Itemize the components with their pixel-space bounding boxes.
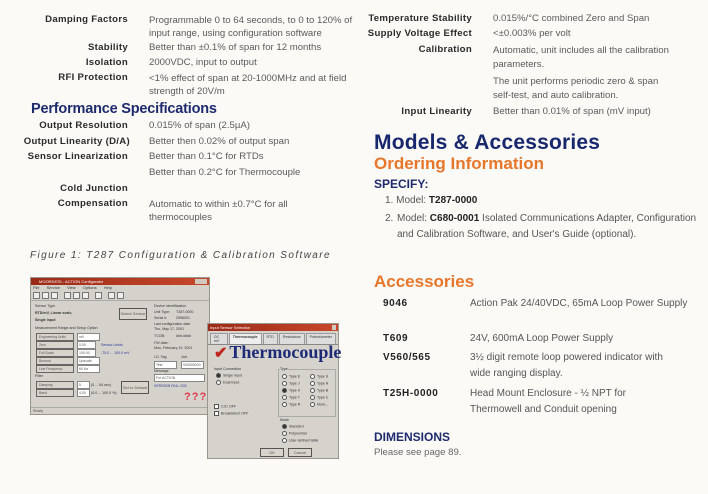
thermocouple-heading	[214, 342, 341, 363]
radio-type-e: Type E	[282, 374, 300, 379]
menu-file: File	[33, 285, 40, 290]
accessory-code: T609	[383, 333, 409, 344]
order-num-2: 2.	[385, 213, 394, 224]
upload-icon	[64, 292, 71, 299]
checkbox-cjc-off: CJC OFF	[214, 404, 236, 409]
print-icon	[108, 292, 115, 299]
damping-range: (0 ... 64 sec)	[91, 383, 111, 387]
spec-label: Cold Junction	[60, 183, 128, 194]
menu-help: Help	[103, 285, 112, 290]
zero-label: Zero	[36, 341, 74, 349]
fw-value: Mon, February 19, 2001	[154, 346, 193, 350]
status-bar: Ready	[31, 407, 211, 414]
band-label: Band	[36, 389, 74, 397]
input-connection-label: Input Connection	[214, 367, 242, 371]
performance-heading: Performance Specifications	[31, 101, 217, 117]
sensor-type-label: Sensor Type	[35, 304, 56, 308]
dialog-title: Input Sensor Selection	[210, 325, 251, 330]
help-icon	[117, 292, 124, 299]
set-to-default-button: Set to Default	[121, 381, 149, 394]
new-icon	[33, 292, 40, 299]
sensor-limits-label: Sensor Limits	[101, 343, 123, 347]
order-text: Isolated Communications Adapter, Configuration and Calibration Software, and User's Guide (optional).	[397, 213, 697, 240]
sensor-limits-value: -75.0 ... 100.0 mV	[101, 351, 130, 355]
spec-value: 2000VDC, input to output	[149, 57, 257, 68]
sensor-type-value2: Single Input	[35, 318, 56, 322]
spec-value: Automatic, unit includes all the calibration parameters.	[493, 45, 669, 70]
accessory-code: V560/565	[383, 352, 431, 363]
spec-label: Temperature Stability	[368, 13, 472, 24]
mode-label: Mode	[280, 418, 289, 422]
figure-caption: Figure 1: T287 Configuration & Calibration Software	[30, 250, 331, 261]
tab-dc-mv: DC mV	[210, 333, 228, 344]
accessory-desc: Head Mount Enclosure - ½ NPT for Thermowell and Conduit opening	[470, 388, 626, 415]
spec-label: Compensation	[57, 198, 128, 209]
specify-heading: SPECIFY:	[374, 177, 429, 191]
engineering-units-select: mV	[77, 333, 100, 341]
filter-label: Filter	[35, 374, 43, 378]
spec-value: 0.015% of span (2.5µA)	[149, 120, 250, 131]
tab-thermocouple: Thermocouple	[229, 333, 262, 344]
radio-single-input: Single Input	[216, 373, 242, 378]
type-label: Type	[280, 367, 288, 371]
sensor-type-value: RTD/mV, Linear scale,	[35, 311, 73, 315]
line-frequency-select: 60 Hz	[77, 365, 100, 373]
radio-type-n: Type N	[310, 381, 328, 386]
job-input: 000000000	[181, 361, 204, 369]
spec-value: <1% effect of span at 20-1000MHz and at field strength of 20V/m	[149, 73, 347, 97]
spec-label: RFI Protection	[58, 72, 128, 83]
accessory-desc: Action Pak 24/40VDC, 65mA Loop Power Supply	[470, 298, 688, 309]
ordering-heading: Ordering Information	[374, 154, 544, 173]
radio-type-j: Type J	[282, 381, 300, 386]
checkmark-icon: ✔	[214, 345, 228, 362]
window-titlebar	[31, 278, 209, 285]
tag-input: Test	[154, 361, 177, 369]
spec-label: Sensor Linearization	[27, 151, 128, 162]
menu-view: View	[67, 285, 76, 290]
unit-type-value: T287-0000	[176, 310, 194, 314]
spec-value: The unit performs periodic zero & span self-test, and auto calibration.	[493, 76, 659, 101]
burnout-select: Upscale	[77, 357, 100, 365]
spec-value: Better than ±0.1% of span for 12 months	[149, 42, 322, 53]
spec-value: Automatic to within ±0.7°C for all thermocouples	[149, 199, 288, 223]
order-item-1	[385, 193, 695, 209]
last-config-label: Last configuration date	[154, 322, 191, 326]
chart-icon	[95, 292, 102, 299]
engineering-units-label: Engineering Units	[36, 333, 74, 341]
dialog-titlebar	[208, 324, 338, 331]
damping-label: Damping	[36, 381, 74, 389]
select-sensor-button: Select Sensor	[119, 308, 147, 320]
order-code: C680-0001	[429, 213, 480, 224]
dialog-ok-button: OK	[260, 448, 284, 457]
radio-mode-standard: Standard	[282, 424, 304, 429]
spec-label: Calibration	[418, 44, 472, 55]
window-controls-icon	[195, 279, 207, 284]
radio-type-t: Type T	[282, 395, 300, 400]
order-prefix: Model:	[396, 195, 429, 206]
sensor-selection-dialog-image	[207, 323, 342, 459]
spec-value: <±0.003% per volt	[493, 28, 571, 39]
save-icon	[51, 292, 58, 299]
radio-type-s: Type S	[310, 374, 328, 379]
tab-resistance: Resistance	[279, 333, 305, 344]
spec-label: Isolation	[85, 57, 128, 68]
accessory-desc: 24V, 600mA Loop Power Supply	[470, 333, 614, 344]
window-title: MOORE/ESI - ACTION Configurator	[39, 279, 104, 284]
radio-mode-polynomial: Polynomial	[282, 431, 307, 436]
serial-label: Serial #:	[154, 316, 168, 320]
zero-input: 0.00	[77, 341, 96, 349]
tab-potentiometer: Potentiometer	[306, 333, 336, 344]
accessory-code: T25H-0000	[383, 388, 439, 399]
damping-input: 5	[77, 381, 90, 389]
dimensions-heading: DIMENSIONS	[374, 430, 451, 444]
dialog-close-icon	[332, 325, 336, 330]
menu-options: Options	[82, 285, 97, 290]
line-frequency-label: Line Frequency	[36, 365, 74, 373]
tab-rtd: RTD	[263, 333, 278, 344]
models-heading: Models & Accessories	[374, 131, 601, 154]
unit-type-label: Unit Type:	[154, 310, 171, 314]
order-num: 1.	[385, 195, 394, 206]
spec-label: Supply Voltage Effect	[367, 28, 472, 39]
accessory-desc: 3½ digit remote loop powered indicator with wide ranging display.	[470, 352, 663, 379]
radio-type-c: Type C	[310, 395, 328, 400]
radio-mode-user-table: User-defined table	[282, 438, 318, 443]
radio-type-b: Type B	[310, 388, 328, 393]
burnout-label: Burnout	[36, 357, 74, 365]
spec-value: Better than 0.1°C for RTDs	[149, 151, 264, 162]
menu-service: Service	[46, 285, 60, 290]
spec-value: 0.015%/°C combined Zero and Span	[493, 13, 650, 24]
spec-label: Output Resolution	[39, 120, 128, 131]
tcob-label: TCOB:	[154, 334, 165, 338]
spec-value: Better then 0.02% of output span	[149, 136, 290, 147]
question-marks: ???	[184, 391, 208, 403]
spec-label: Stability	[87, 42, 128, 53]
download-icon	[73, 292, 80, 299]
configurator-window-image	[30, 277, 210, 415]
order-item-2	[397, 211, 697, 243]
band-input: 4.00	[77, 389, 90, 397]
order-prefix: Model:	[397, 213, 430, 224]
spec-label: Input Linearity	[401, 106, 472, 117]
full-scale-label: Full Scale	[36, 349, 74, 357]
dialog-cancel-button: Cancel	[288, 448, 312, 457]
fw-label: FW date:	[154, 341, 169, 345]
spec-value: Better than 0.01% of span (mV input)	[493, 106, 651, 117]
job-label: Job:	[181, 355, 188, 359]
measurement-label: Measurement Range and Setup Option	[35, 326, 98, 330]
serial-value: 2596001	[176, 316, 190, 320]
accessories-heading: Accessories	[374, 272, 475, 291]
radio-type-r: Type R	[282, 402, 300, 407]
open-icon	[42, 292, 49, 299]
spec-label: Damping Factors	[45, 14, 128, 25]
message-input: For ACTION	[154, 374, 205, 382]
thermocouple-heading-text: Thermocouple	[229, 342, 342, 362]
tag-label: I.D. Tag:	[154, 355, 168, 359]
band-range: (0.0 ... 100.0 %)	[91, 391, 117, 395]
radio-type-k: Type K	[282, 388, 300, 393]
spec-value: Programmable 0 to 64 seconds, to 0 to 120% of input range, using configuration software	[149, 15, 353, 39]
checkbox-breakdetect-off: Breakdetect OFF	[214, 411, 248, 416]
message-label: Message	[154, 369, 169, 373]
tcob-value: ###.####	[176, 334, 191, 338]
toolbar	[31, 291, 209, 301]
spec-label: Output Linearity (D/A)	[23, 136, 130, 147]
accessory-code: 9046	[383, 298, 408, 309]
last-config-value: Thu, May 17, 2001	[154, 327, 184, 331]
device-id-label: Device Identification	[154, 304, 187, 308]
radio-type-more: More...	[310, 402, 328, 407]
full-scale-input: 100.00	[77, 349, 96, 357]
order-code: T287-0000	[428, 195, 478, 206]
tool-icon	[82, 292, 89, 299]
radio-dual-input: Dual Input	[216, 380, 239, 385]
version-text: VERSION FAIL: 003	[154, 384, 187, 388]
spec-value: Better than 0.2°C for Thermocouple	[149, 167, 301, 178]
dimensions-text: Please see page 89.	[374, 447, 462, 458]
